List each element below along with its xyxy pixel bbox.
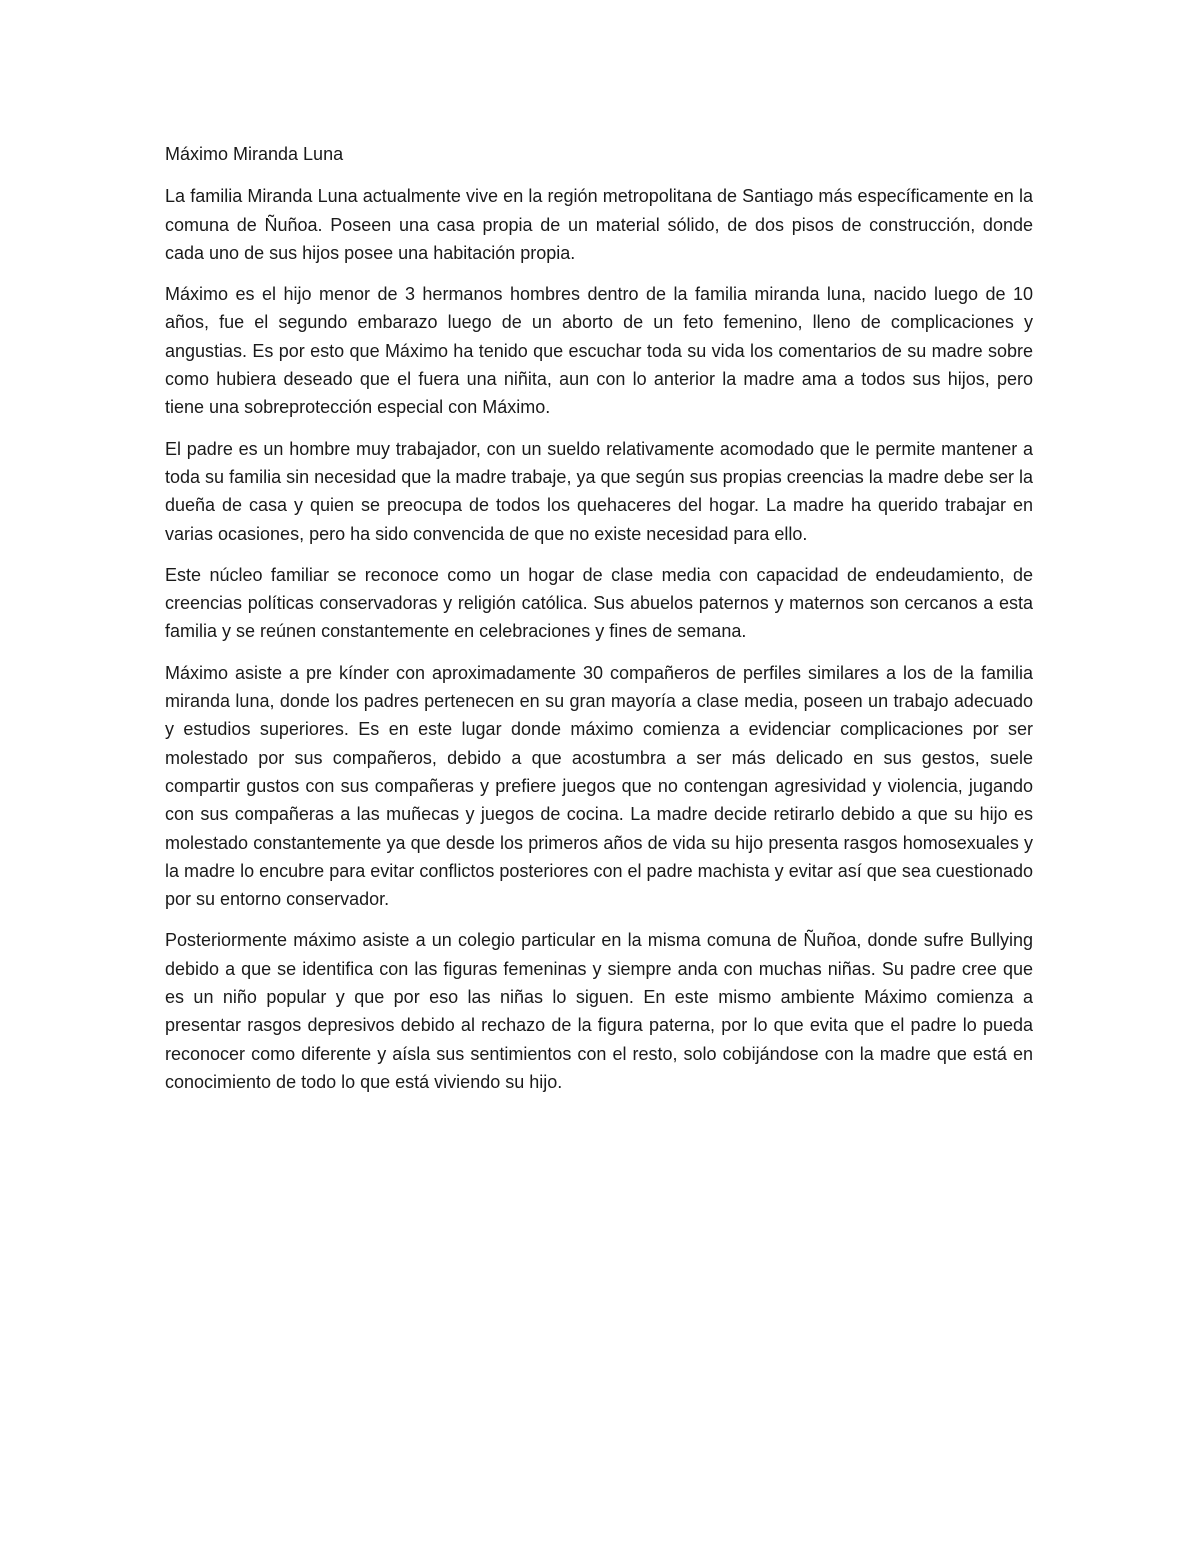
paragraph-school: Posteriormente máximo asiste a un colegio particular en la misma comuna de Ñuñoa, donde sufre Bullying debido a que se identifica con las figuras femeninas y siempre anda con muchas niñas. Su padre cree que es un niño popular y que por eso las niñas lo siguen. En este mismo ambiente Máximo comienza a presentar rasgos depresivos debido al rechazo de la figura paterna, por lo que evita que el padre lo pueda reconocer como diferente y aísla sus sentimientos con el resto, solo cobijándose con la madre que está en conocimiento de todo lo que está viviendo su hijo. [165,930,1033,1092]
paragraph-prekinder: Máximo asiste a pre kínder con aproximadamente 30 compañeros de perfiles similares a los de la familia miranda luna, donde los padres pertenecen en su gran mayoría a clase media, poseen un trabajo adecuado y estudios superiores. Es en este lugar donde máximo comienza a evidenciar complicaciones por ser molestado por sus compañeros, debido a que acostumbra a ser más delicado en sus gestos, suele compartir gustos con sus compañeras y prefiere juegos que no contengan agresividad y violencia, jugando con sus compañeras a las muñecas y juegos de cocina. La madre decide retirarlo debido a que su hijo es molestado constantemente ya que desde los primeros años de vida su hijo presenta rasgos homosexuales y la madre lo encubre para evitar conflictos posteriores con el padre machista y evitar así que sea cuestionado por su entorno conservador. [165,662,1033,910]
paragraph-father: El padre es un hombre muy trabajador, con un sueldo relativamente acomodado que le permite mantener a toda su familia sin necesidad que la madre trabaje, ya que según sus propias creencias la madre debe ser la dueña de casa y quien se preocupa de todos los quehaceres del hogar. La madre ha querido trabajar en varias ocasiones, pero ha sido convencida de que no existe necesidad para ello. [165,438,1033,544]
paragraph-home: La familia Miranda Luna actualmente vive en la región metropolitana de Santiago más específicamente en la comuna de Ñuñoa. Poseen una casa propia de un material sólido, de dos pisos de construcción, donde cada uno de sus hijos posee una habitación propia. [165,186,1033,263]
paragraph-maximo-birth: Máximo es el hijo menor de 3 hermanos hombres dentro de la familia miranda luna, nacido luego de 10 años, fue el segundo embarazo luego de un aborto de un feto femenino, lleno de complicaciones y angustias. Es por esto que Máximo ha tenido que escuchar toda su vida los comentarios de su madre sobre como hubiera deseado que el fuera una niñita, aun con lo anterior la madre ama a todos sus hijos, pero tiene una sobreprotección especial con Máximo. [165,284,1033,418]
document-body [165,140,1033,1109]
paragraph-family-class: Este núcleo familiar se reconoce como un hogar de clase media con capacidad de endeudamiento, de creencias políticas conservadoras y religión católica. Sus abuelos paternos y maternos son cercanos a esta familia y se reúnen constantemente en celebraciones y fines de semana. [165,564,1033,642]
document-title: Máximo Miranda Luna [165,144,344,164]
